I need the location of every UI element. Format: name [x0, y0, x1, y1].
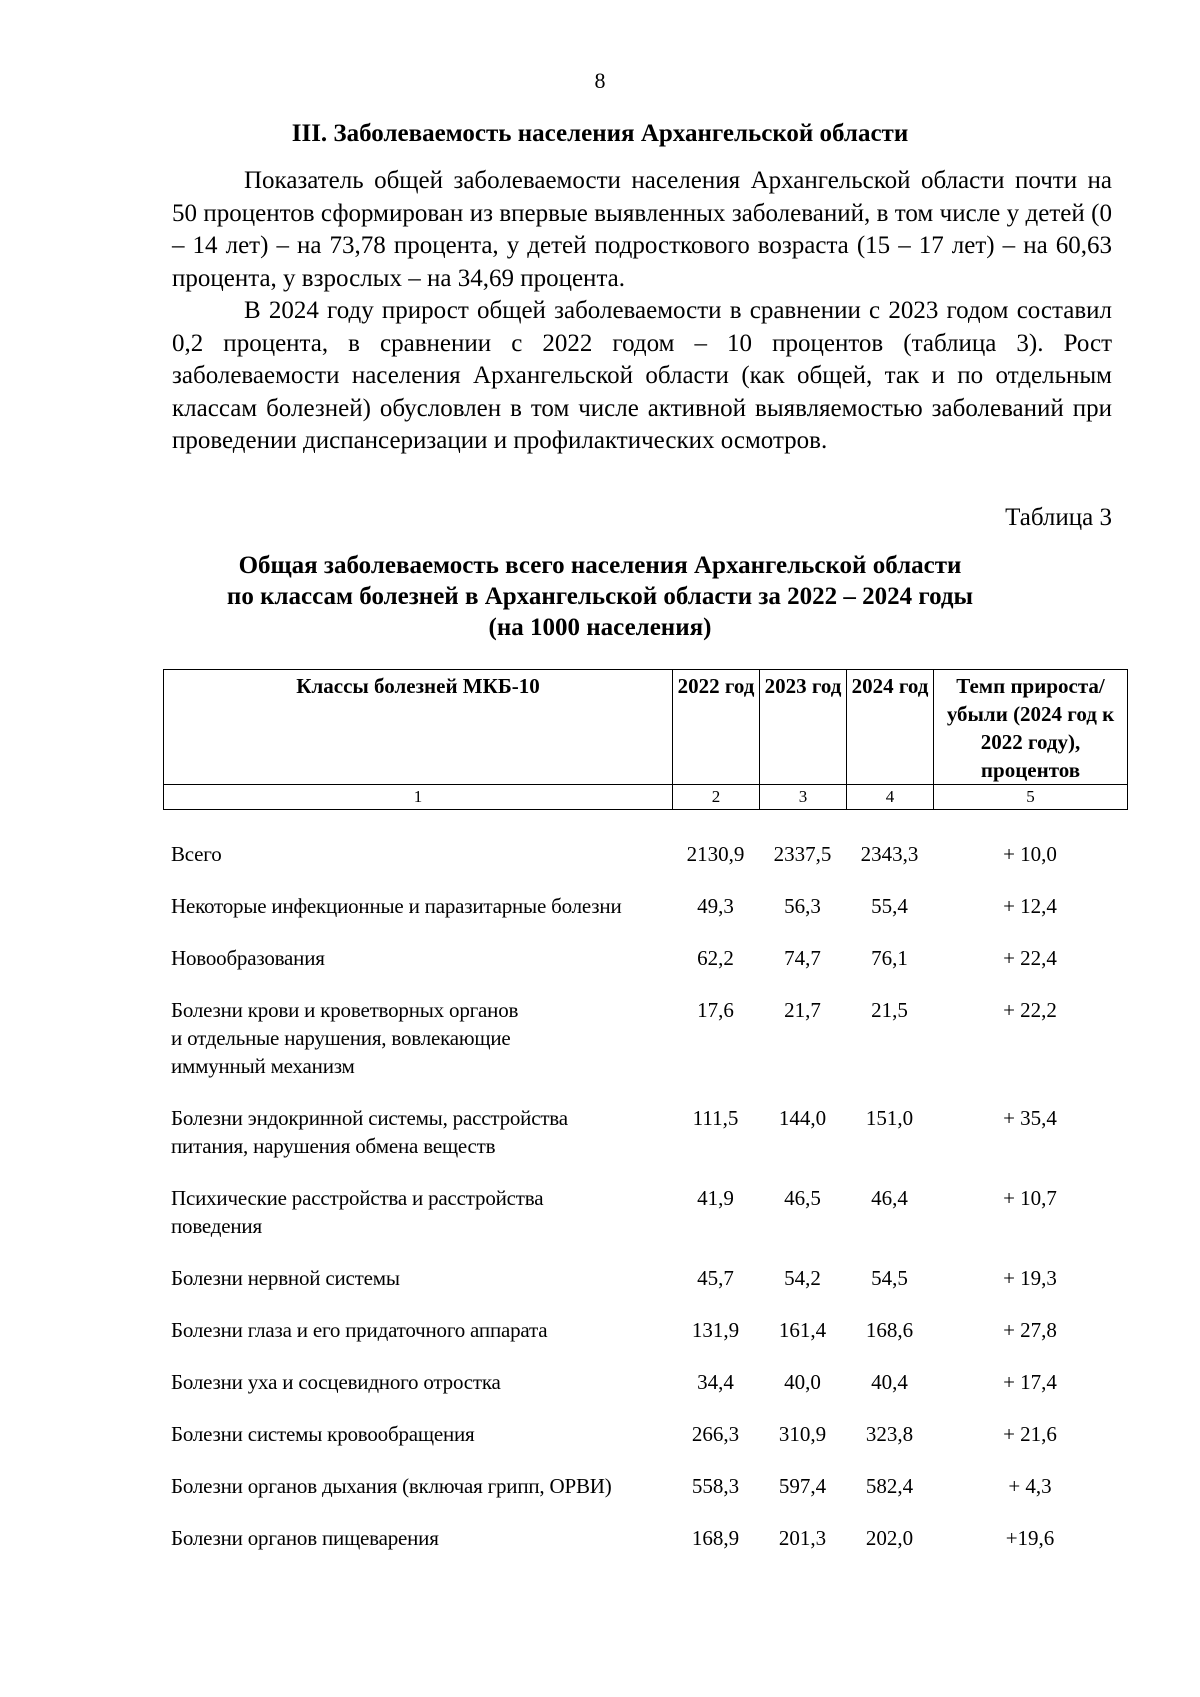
- value-2024: 168,6: [865, 1318, 914, 1342]
- value-tempo: + 22,2: [1003, 998, 1057, 1022]
- value-2022: 558,3: [691, 1474, 740, 1498]
- paragraph-2: В 2024 году прирост общей заболеваемости в сравнении с 2023 годом составил 0,2 процента, в сравнении с 2022 годом – 10 процентов (таблица 3). Рост заболеваемости населения Архангельской области (как общей, так и по отдельным классам болезней) обусловлен в том числе активной выявляемостью заболеваний при проведении диспансеризации и профилактических осмотров.: [172, 297, 1112, 454]
- value-2022: 62,2: [697, 946, 734, 970]
- value-2023: 54,2: [784, 1266, 821, 1290]
- table-title: [0, 550, 1200, 643]
- value-2024: 151,0: [865, 1106, 914, 1130]
- table-title-line-3: (на 1000 населения): [488, 614, 712, 641]
- value-2024: 582,4: [865, 1474, 914, 1498]
- row-name: Болезни нервной системы: [171, 1266, 400, 1290]
- value-tempo: + 22,4: [1003, 946, 1057, 970]
- value-2022: 17,6: [697, 998, 734, 1022]
- column-number: 4: [847, 785, 934, 810]
- value-tempo: + 27,8: [1003, 1318, 1057, 1342]
- value-2024: 323,8: [865, 1422, 914, 1446]
- value-2022: 49,3: [697, 894, 734, 918]
- value-tempo: + 17,4: [1003, 1370, 1057, 1394]
- value-2023: 46,5: [784, 1186, 821, 1210]
- row-name: Новообразования: [171, 946, 325, 970]
- value-2024: 46,4: [871, 1186, 908, 1210]
- value-2024: 55,4: [871, 894, 908, 918]
- section-title: III. Заболеваемость населения Архангельской области: [291, 120, 909, 147]
- column-number: 5: [934, 785, 1128, 810]
- intro-text: [172, 165, 1112, 458]
- value-2024: 76,1: [871, 946, 908, 970]
- column-number-row: [164, 785, 1128, 810]
- row-name: Болезни эндокринной системы, расстройства питания, нарушения обмена веществ: [171, 1106, 568, 1158]
- row-name: Болезни системы кровообращения: [171, 1422, 475, 1446]
- value-tempo: + 12,4: [1003, 894, 1057, 918]
- value-2022: 111,5: [692, 1106, 739, 1130]
- header-tempo: Темп прироста/ убыли (2024 год к 2022 году), процентов: [934, 670, 1128, 785]
- header-row: [164, 670, 1128, 785]
- table-header: [163, 669, 1128, 810]
- row-name: Некоторые инфекционные и паразитарные болезни: [171, 894, 622, 918]
- value-2023: 310,9: [778, 1422, 827, 1446]
- value-2023: 144,0: [778, 1106, 827, 1130]
- value-tempo: + 10,7: [1003, 1186, 1057, 1210]
- value-2023: 201,3: [778, 1526, 827, 1550]
- row-name: Психические расстройства и расстройства поведения: [171, 1186, 544, 1238]
- row-name: Болезни органов пищеварения: [171, 1526, 439, 1550]
- value-2024: 40,4: [871, 1370, 908, 1394]
- header-2024: 2024 год: [847, 670, 934, 785]
- value-2022: 2130,9: [686, 842, 745, 866]
- value-tempo: + 10,0: [1003, 842, 1057, 866]
- row-name: Болезни уха и сосцевидного отростка: [171, 1370, 501, 1394]
- value-tempo: + 4,3: [1008, 1474, 1052, 1498]
- value-2022: 34,4: [697, 1370, 734, 1394]
- value-2022: 266,3: [691, 1422, 740, 1446]
- row-name: Всего: [171, 842, 222, 866]
- paragraph-1: Показатель общей заболеваемости населения Архангельской области почти на 50 процентов сформирован из впервые выявленных заболеваний, в том числе у детей (0 – 14 лет) – на 73,78 процента, у детей подросткового возраста (15 – 17 лет) – на 60,63 процента, у взрослых – на 34,69 процента.: [172, 167, 1112, 292]
- header-2023: 2023 год: [760, 670, 847, 785]
- value-2023: 21,7: [784, 998, 821, 1022]
- page-number: 8: [594, 68, 606, 93]
- value-tempo: +19,6: [1005, 1526, 1055, 1550]
- value-2023: 56,3: [784, 894, 821, 918]
- value-2024: 21,5: [871, 998, 908, 1022]
- column-number: 3: [760, 785, 847, 810]
- header-2022: 2022 год: [673, 670, 760, 785]
- column-number: 1: [164, 785, 673, 810]
- table-label: Таблица 3: [1005, 504, 1112, 531]
- value-2023: 2337,5: [773, 842, 832, 866]
- value-2024: 202,0: [865, 1526, 914, 1550]
- row-name: Болезни глаза и его придаточного аппарата: [171, 1318, 548, 1342]
- value-tempo: + 21,6: [1003, 1422, 1057, 1446]
- value-2023: 40,0: [784, 1370, 821, 1394]
- header-classes: Классы болезней МКБ-10: [164, 670, 673, 785]
- value-2023: 74,7: [784, 946, 821, 970]
- table-title-line-1: Общая заболеваемость всего населения Архангельской области: [238, 552, 962, 579]
- column-number: 2: [673, 785, 760, 810]
- value-2023: 597,4: [778, 1474, 827, 1498]
- table-title-line-2: по классам болезней в Архангельской области за 2022 – 2024 годы: [226, 583, 974, 610]
- value-2022: 168,9: [691, 1526, 740, 1550]
- value-2023: 161,4: [778, 1318, 827, 1342]
- row-name: Болезни органов дыхания (включая грипп, ОРВИ): [171, 1474, 612, 1498]
- value-2024: 2343,3: [860, 842, 919, 866]
- value-2022: 45,7: [697, 1266, 734, 1290]
- value-2024: 54,5: [871, 1266, 908, 1290]
- value-tempo: + 19,3: [1003, 1266, 1057, 1290]
- row-name: Болезни крови и кроветворных органов и отдельные нарушения, вовлекающие иммунный механизм: [171, 998, 519, 1078]
- value-tempo: + 35,4: [1003, 1106, 1057, 1130]
- value-2022: 41,9: [697, 1186, 734, 1210]
- value-2022: 131,9: [691, 1318, 740, 1342]
